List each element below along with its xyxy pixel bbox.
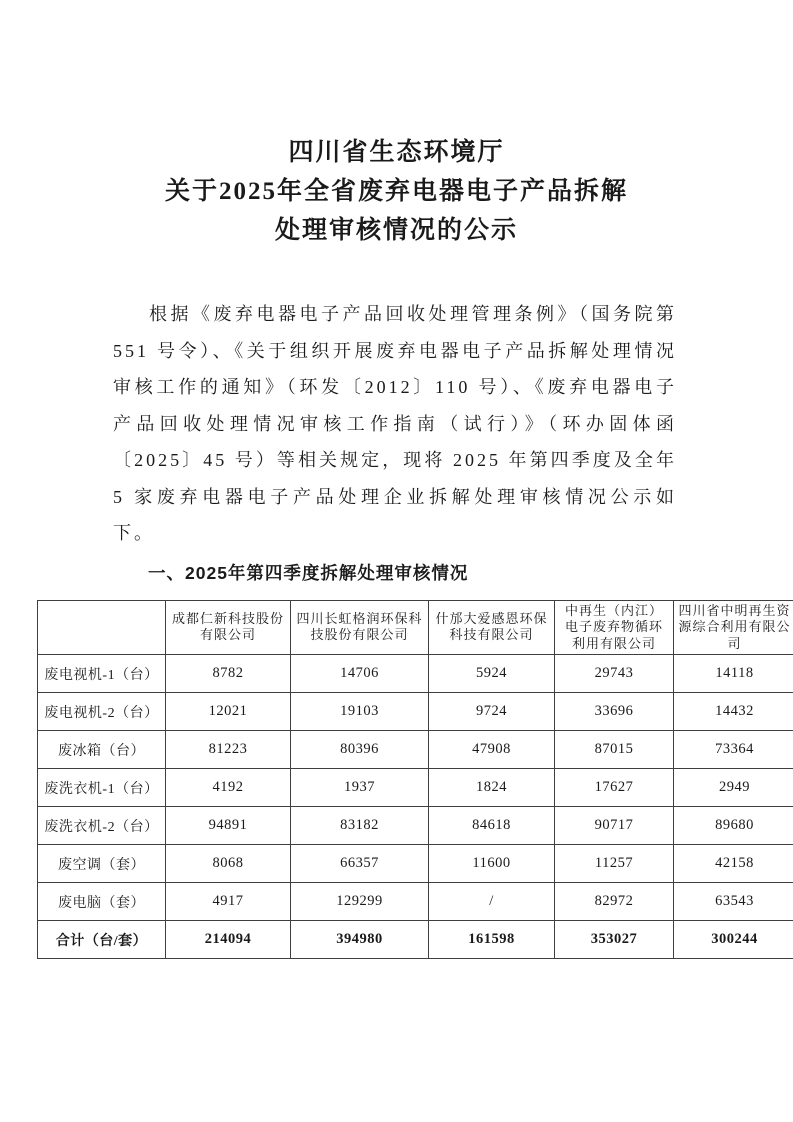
cell-value: 73364: [674, 731, 793, 769]
table-row: [38, 693, 793, 731]
cell-value: 161598: [429, 921, 555, 959]
document-title-line-2: 关于2025年全省废弃电器电子产品拆解: [164, 178, 628, 205]
cell-value: /: [429, 883, 555, 921]
body-paragraph: 根据《废弃电器电子产品回收处理管理条例》（国务院第 551 号令）、《关于组织开展废弃电器电子产品拆解处理情况审核工作的通知》（环发〔2012〕110 号）、《废弃电器电子产品回收处理情况审核工作指南（试行）》（环办固体函〔2025〕45 号）等相关规定，现将 2025 年第四季度及全年 5 家废弃电器电子产品处理企业拆解处理审核情况公示如下。: [113, 304, 677, 543]
table-row: [38, 731, 793, 769]
cell-value: 90717: [555, 807, 674, 845]
table-header-row: [38, 600, 793, 655]
column-header: 四川长虹格润环保科技股份有限公司: [291, 600, 429, 655]
cell-value: 19103: [291, 693, 429, 731]
cell-value: 129299: [291, 883, 429, 921]
table-row: [38, 883, 793, 921]
table-row: [38, 769, 793, 807]
cell-value: 84618: [429, 807, 555, 845]
cell-value: 17627: [555, 769, 674, 807]
cell-value: 14706: [291, 655, 429, 693]
row-label: 废洗衣机-1（台）: [38, 769, 166, 807]
cell-value: 42158: [674, 845, 793, 883]
cell-value: 214094: [166, 921, 291, 959]
column-header: 成都仁新科技股份有限公司: [166, 600, 291, 655]
cell-value: 300244: [674, 921, 793, 959]
cell-value: 1937: [291, 769, 429, 807]
table-row: [38, 807, 793, 845]
cell-value: 81223: [166, 731, 291, 769]
cell-value: 89680: [674, 807, 793, 845]
dismantling-audit-table: [37, 600, 793, 960]
cell-value: 8782: [166, 655, 291, 693]
cell-value: 83182: [291, 807, 429, 845]
cell-value: 1824: [429, 769, 555, 807]
table-header: [38, 600, 793, 655]
column-header: 中再生（内江）电子废弃物循环利用有限公司: [555, 600, 674, 655]
row-label: 废空调（套）: [38, 845, 166, 883]
row-label: 合计（台/套）: [38, 921, 166, 959]
cell-value: 4917: [166, 883, 291, 921]
cell-value: 394980: [291, 921, 429, 959]
table-row: [38, 655, 793, 693]
cell-value: 353027: [555, 921, 674, 959]
column-header: 四川省中明再生资源综合利用有限公司: [674, 600, 793, 655]
section-heading: 一、2025年第四季度拆解处理审核情况: [148, 562, 469, 583]
cell-value: 11257: [555, 845, 674, 883]
document-title-line-1: 四川省生态环境厅: [288, 139, 505, 166]
cell-value: 29743: [555, 655, 674, 693]
cell-value: 11600: [429, 845, 555, 883]
cell-value: 5924: [429, 655, 555, 693]
cell-value: 14432: [674, 693, 793, 731]
table-row: [38, 845, 793, 883]
column-header: 什邡大爱感恩环保科技有限公司: [429, 600, 555, 655]
cell-value: 14118: [674, 655, 793, 693]
document-title-line-3: 处理审核情况的公示: [274, 217, 518, 244]
cell-value: 9724: [429, 693, 555, 731]
row-label: 废冰箱（台）: [38, 731, 166, 769]
cell-value: 82972: [555, 883, 674, 921]
table-body: [38, 655, 793, 959]
cell-value: 12021: [166, 693, 291, 731]
cell-value: 87015: [555, 731, 674, 769]
cell-value: 94891: [166, 807, 291, 845]
document-title: [0, 133, 793, 250]
table-row: [38, 921, 793, 959]
cell-value: 4192: [166, 769, 291, 807]
cell-value: 80396: [291, 731, 429, 769]
cell-value: 33696: [555, 693, 674, 731]
cell-value: 63543: [674, 883, 793, 921]
row-label: 废电脑（套）: [38, 883, 166, 921]
cell-value: 66357: [291, 845, 429, 883]
cell-value: 47908: [429, 731, 555, 769]
row-label: 废电视机-2（台）: [38, 693, 166, 731]
row-label: 废洗衣机-2（台）: [38, 807, 166, 845]
column-header: [38, 600, 166, 655]
cell-value: 8068: [166, 845, 291, 883]
row-label: 废电视机-1（台）: [38, 655, 166, 693]
cell-value: 2949: [674, 769, 793, 807]
